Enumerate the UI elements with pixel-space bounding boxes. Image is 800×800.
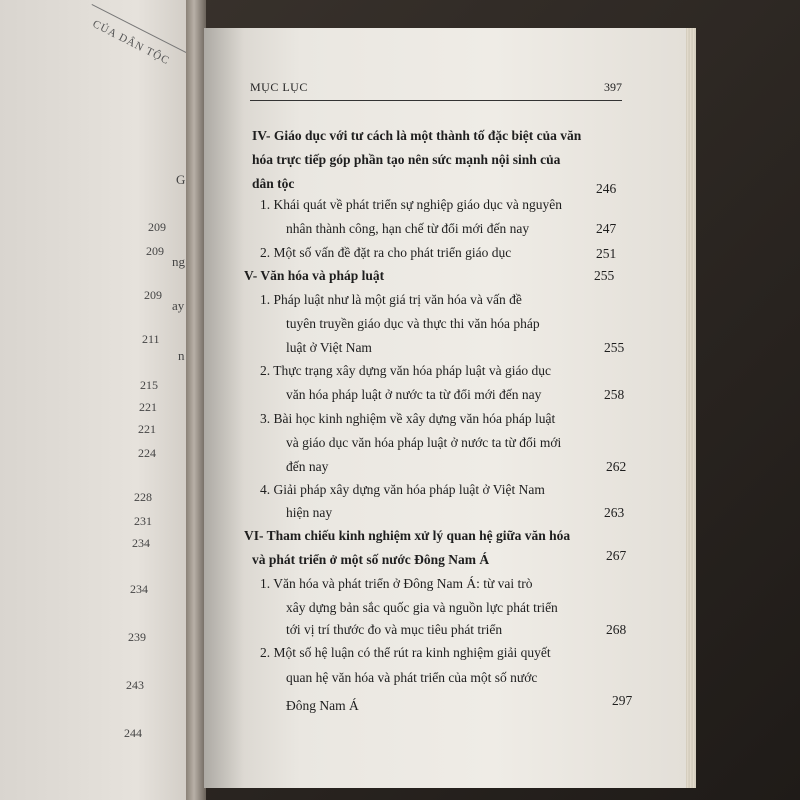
toc-entry-text: tuyên truyền giáo dục và thực thi văn hóa pháp	[286, 316, 540, 331]
toc-entry-page: 258	[604, 387, 625, 402]
toc-entry-text: 4. Giải pháp xây dựng văn hóa pháp luật ở Việt Nam	[260, 482, 545, 497]
toc-entry-text: hiện nay	[286, 505, 333, 520]
left-page-number: 221	[138, 422, 156, 436]
toc-entry-page: 251	[596, 246, 617, 261]
left-page-number: 221	[139, 400, 157, 414]
toc-entry-text: xây dựng bản sắc quốc gia và nguồn lực phát triển	[286, 600, 558, 615]
toc-entry-text: V- Văn hóa và pháp luật	[244, 268, 385, 283]
toc-entry-text: 1. Văn hóa và phát triển ở Đông Nam Á: từ vai trò	[260, 576, 533, 591]
left-page-number: 243	[126, 678, 144, 692]
toc-entry-text: Đông Nam Á	[286, 698, 359, 713]
page-number: 397	[604, 80, 622, 94]
toc-entry-page: 263	[604, 505, 625, 520]
toc-entry-text: 3. Bài học kinh nghiệm về xây dựng văn hóa pháp luật	[260, 411, 556, 426]
left-fragment: ay	[172, 298, 185, 313]
left-page-number: 228	[134, 490, 152, 504]
left-fragment: n	[178, 348, 185, 363]
toc-entry-text: 1. Pháp luật như là một giá trị văn hóa và vấn đề	[260, 292, 522, 307]
toc-entry-text: 2. Thực trạng xây dựng văn hóa pháp luật và giáo dục	[260, 363, 552, 378]
toc-entry-text: văn hóa pháp luật ở nước ta từ đổi mới đến nay	[286, 387, 542, 402]
toc-entry-text: quan hệ văn hóa và phát triển của một số nước	[286, 670, 538, 685]
left-page-number: 231	[134, 514, 152, 528]
toc-entry-page: 268	[606, 622, 627, 637]
left-page-number: 244	[124, 726, 142, 740]
left-page-number: 239	[128, 630, 146, 644]
toc-entry-text: và phát triển ở một số nước Đông Nam Á	[252, 552, 490, 567]
left-page-number: 209	[144, 288, 162, 302]
toc-entry-text: IV- Giáo dục với tư cách là một thành tố đặc biệt của văn	[252, 128, 582, 143]
left-fragment: G	[176, 172, 186, 187]
toc-entry-text: và giáo dục văn hóa pháp luật ở nước ta từ đổi mới	[286, 435, 562, 450]
toc-entry-page: 255	[594, 268, 615, 283]
toc-entry-page: 255	[604, 340, 625, 355]
toc-entry-text: VI- Tham chiếu kinh nghiệm xử lý quan hệ giữa văn hóa	[244, 528, 571, 543]
page-title: MỤC LỤC	[250, 80, 308, 94]
toc-entry-text: 2. Một số hệ luận có thể rút ra kinh nghiệm giải quyết	[260, 645, 551, 660]
toc-entry-text: luật ở Việt Nam	[286, 340, 372, 355]
toc-entry-text: dân tộc	[252, 176, 295, 191]
left-page-number: 224	[138, 446, 156, 460]
toc-entry-text: hóa trực tiếp góp phần tạo nên sức mạnh nội sinh của	[252, 152, 561, 167]
toc-entry-text: 1. Khái quát về phát triển sự nghiệp giáo dục và nguyên	[260, 197, 562, 212]
left-page-header: CỦA DÂN TỘC	[90, 18, 172, 68]
toc-entry-page: 262	[606, 459, 627, 474]
left-fragment: ng	[172, 254, 185, 269]
left-page-number: 215	[140, 378, 158, 392]
left-page-number: 209	[148, 220, 166, 234]
toc-entry-page: 267	[606, 548, 627, 563]
toc-entry-page: 247	[596, 221, 617, 236]
left-page-number: 211	[142, 332, 160, 346]
toc-entry-text: nhân thành công, hạn chế từ đổi mới đến nay	[286, 221, 530, 236]
left-page-number: 234	[130, 582, 148, 596]
left-page-number: 234	[132, 536, 150, 550]
toc-entry-page: 246	[596, 181, 617, 196]
toc-entry-text: 2. Một số vấn đề đặt ra cho phát triển giáo dục	[260, 245, 512, 260]
toc-entry-text: đến nay	[286, 459, 329, 474]
toc-entry-text: tới vị trí thước đo và mục tiêu phát triển	[286, 622, 503, 637]
left-page-number: 209	[146, 244, 164, 258]
toc-entry-page: 297	[612, 693, 633, 708]
